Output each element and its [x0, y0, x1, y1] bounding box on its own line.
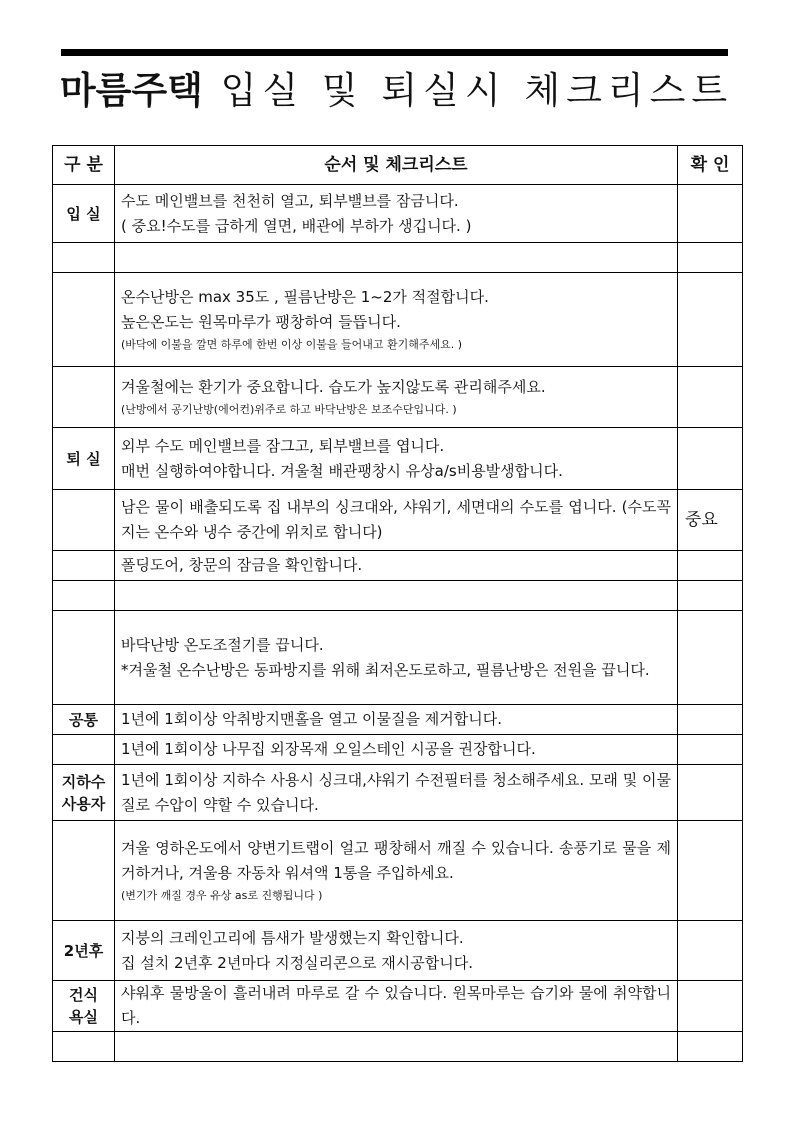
checklist-line: ( 중요!수도를 급하게 열면, 배관에 부하가 생깁니다. ) [121, 216, 472, 235]
row-checklist [115, 581, 678, 611]
row-category-label: 퇴 실 [66, 449, 101, 468]
row-checklist [115, 185, 678, 243]
row-checklist [115, 490, 678, 551]
checklist-line: 온수난방은 max 35도 , 필름난방은 1~2가 적절합니다. [121, 287, 489, 306]
row-confirm-cell[interactable] [678, 428, 743, 490]
checklist-line: 남은 물이 배출되도록 집 내부의 싱크대와, 샤워기, 세면대의 수도를 엽니다. (수도꼭지는 온수와 냉수 중간에 위치로 합니다) [121, 498, 671, 541]
row-category-label: 2년후 [63, 941, 104, 960]
table-row [53, 981, 743, 1032]
row-category [53, 735, 115, 765]
table-row [53, 1032, 743, 1062]
row-checklist [115, 273, 678, 367]
checklist-table [52, 145, 743, 1062]
checklist-line: 1년에 1회이상 나무집 외장목재 오일스테인 시공을 권장합니다. [121, 740, 536, 758]
row-checklist [115, 428, 678, 490]
row-checklist [115, 765, 678, 821]
row-category [53, 428, 115, 490]
row-category [53, 705, 115, 735]
table-row [53, 765, 743, 821]
checklist-line: 수도 메인밸브를 천천히 열고, 퇴부밸브를 잠금니다. [121, 191, 459, 210]
table-row [53, 273, 743, 367]
header-confirm: 확 인 [678, 146, 743, 185]
checklist-line: 높은온도는 원목마루가 팽창하여 들뜹니다. [121, 312, 401, 331]
row-confirm-cell[interactable] [678, 551, 743, 581]
checklist-line: 집 설치 2년후 2년마다 지정실리콘으로 재시공합니다. [121, 953, 473, 972]
row-confirm-cell[interactable] [678, 735, 743, 765]
checklist-note: (바닥에 이불을 깔면 하루에 한번 이상 이불을 들어내고 환기해주세요. ) [121, 337, 463, 351]
row-confirm-cell[interactable] [678, 185, 743, 243]
checklist-line: 외부 수도 메인밸브를 잠그고, 퇴부밸브를 엽니다. [121, 436, 445, 455]
row-confirm-cell[interactable] [678, 705, 743, 735]
row-confirm-cell[interactable] [678, 1032, 743, 1062]
row-category-label: 지하수 [61, 772, 106, 791]
header-category: 구 분 [53, 146, 115, 185]
row-category-label: 공통 [69, 710, 98, 729]
row-checklist [115, 735, 678, 765]
table-row [53, 428, 743, 490]
table-row [53, 551, 743, 581]
row-confirm-cell[interactable] [678, 367, 743, 428]
row-category [53, 490, 115, 551]
table-row [53, 735, 743, 765]
row-checklist [115, 821, 678, 921]
row-checklist [115, 1032, 678, 1062]
row-category [53, 921, 115, 981]
row-category-label: 입 실 [66, 204, 101, 223]
row-category-label: 사용자 [61, 794, 106, 813]
table-row [53, 705, 743, 735]
checklist-line: 1년에 1회이상 지하수 사용시 싱크대,샤워기 수전필터를 청소해주세요. 모래 및 이물질로 수압이 약할 수 있습니다. [121, 770, 671, 814]
row-category [53, 273, 115, 367]
row-category [53, 367, 115, 428]
row-checklist [115, 611, 678, 705]
row-confirm-cell[interactable] [678, 243, 743, 273]
row-category [53, 981, 115, 1032]
row-confirm-cell[interactable] [678, 611, 743, 705]
row-category [53, 581, 115, 611]
table-row [53, 243, 743, 273]
row-category [53, 765, 115, 821]
table-row [53, 490, 743, 551]
row-confirm-cell[interactable] [678, 981, 743, 1032]
checklist-line: 지붕의 크레인고리에 틈새가 발생했는지 확인합니다. [121, 928, 464, 947]
table-row [53, 581, 743, 611]
page-title [0, 66, 793, 116]
row-category-label: 건식 [69, 986, 98, 1004]
row-confirm-cell[interactable] [678, 273, 743, 367]
row-category [53, 551, 115, 581]
checklist-line: 매번 실행하여야합니다. 겨울철 배관팽창시 유상a/s비용발생합니다. [121, 461, 563, 480]
checklist-note: (변기가 깨질 경우 유상 as로 진행됩니다 ) [121, 888, 323, 902]
title-rest: 입실 및 퇴실시 체크리스트 [202, 69, 734, 112]
row-confirm-cell[interactable]: 중요 [678, 490, 743, 551]
row-confirm-cell[interactable] [678, 921, 743, 981]
table-header-row [53, 146, 743, 185]
header-checklist: 순서 및 체크리스트 [115, 146, 678, 185]
row-category [53, 243, 115, 273]
row-checklist [115, 921, 678, 981]
checklist-line: 1년에 1회이상 악취방지맨홀을 열고 이물질을 제거합니다. [121, 710, 502, 728]
checklist-note: (난방에서 공기난방(에어컨)위주로 하고 바닥난방은 보조수단입니다. ) [121, 402, 457, 416]
row-category [53, 1032, 115, 1062]
table-row [53, 921, 743, 981]
checklist-line: 폴딩도어, 창문의 잠금을 확인합니다. [121, 556, 363, 574]
checklist-line: 샤워후 물방울이 흘러내려 마루로 갈 수 있습니다. 원목마루는 습기와 물에 취약합니다. [121, 984, 671, 1027]
title-top-rule [61, 49, 728, 56]
row-checklist [115, 981, 678, 1032]
checklist-line: 겨울철에는 환기가 중요합니다. 습도가 높지않도록 관리해주세요. [121, 377, 546, 396]
table-row [53, 185, 743, 243]
checklist-line: *겨울철 온수난방은 동파방지를 위해 최저온도로하고, 필름난방은 전원을 끕니다. [121, 660, 650, 679]
row-confirm-cell[interactable] [678, 581, 743, 611]
row-checklist [115, 551, 678, 581]
row-category-label: 욕실 [69, 1008, 98, 1026]
row-checklist [115, 705, 678, 735]
table-row [53, 611, 743, 705]
row-category [53, 185, 115, 243]
row-checklist [115, 243, 678, 273]
table-row [53, 367, 743, 428]
row-confirm-cell[interactable] [678, 765, 743, 821]
row-category [53, 821, 115, 921]
checklist-line: 바닥난방 온도조절기를 끕니다. [121, 635, 324, 654]
row-confirm-cell[interactable] [678, 821, 743, 921]
row-category [53, 611, 115, 705]
title-brand: 마름주택 [59, 69, 203, 112]
table-row [53, 821, 743, 921]
row-checklist [115, 367, 678, 428]
checklist-line: 겨울 영하온도에서 양변기트랩이 얼고 팽창해서 깨질 수 있습니다. 송풍기로 물을 제거하거나, 겨울용 자동차 워셔액 1통을 주입하세요. [121, 838, 671, 882]
